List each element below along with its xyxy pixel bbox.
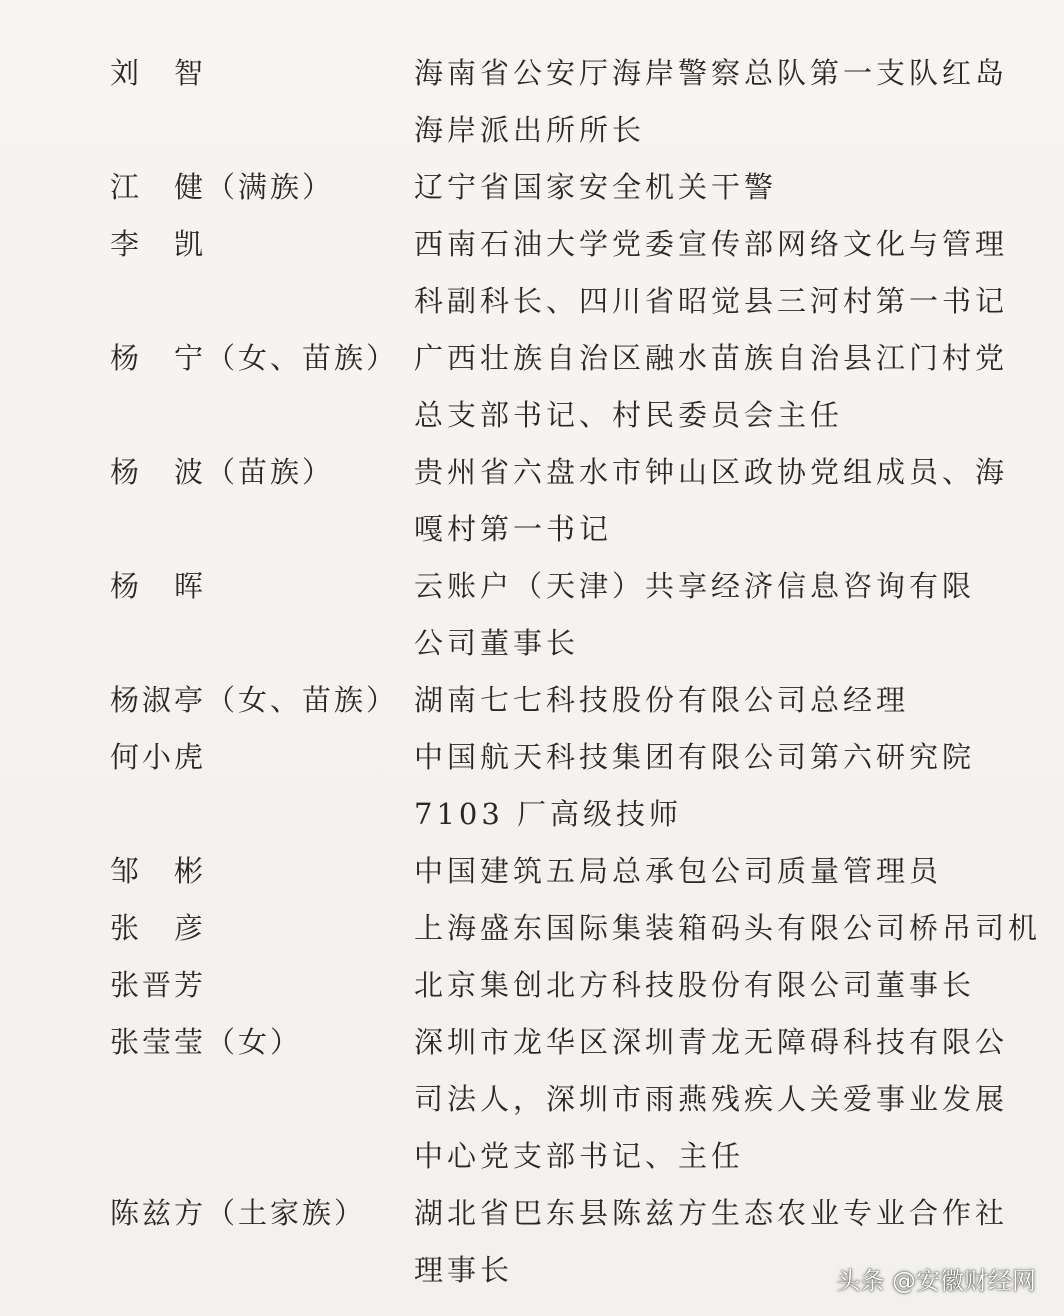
position-line: 公司董事长	[414, 626, 580, 660]
position-line: 上海盛东国际集装箱码头有限公司桥吊司机	[414, 911, 1042, 945]
person-position	[414, 843, 974, 900]
person-position	[414, 672, 974, 729]
person-position	[414, 957, 974, 1014]
person-name: 李 凯	[110, 227, 207, 261]
position-line: 深圳市龙华区深圳青龙无障碍科技有限公	[414, 1025, 1009, 1059]
person-position	[414, 444, 1009, 558]
person-name: 杨 波（苗族）	[110, 455, 335, 489]
position-line: 湖南七七科技股份有限公司总经理	[414, 683, 910, 717]
position-line: 中国建筑五局总承包公司质量管理员	[414, 854, 943, 888]
person-position	[414, 1014, 1009, 1185]
person-position	[414, 216, 1009, 330]
person-position	[414, 729, 974, 843]
person-position	[414, 330, 1009, 444]
person-name: 张莹莹（女）	[110, 1025, 303, 1059]
position-line: 西南石油大学党委宣传部网络文化与管理	[414, 227, 1009, 261]
position-line: 中国航天科技集团有限公司第六研究院	[414, 740, 976, 774]
position-line: 云账户（天津）共享经济信息咨询有限	[414, 569, 976, 603]
person-position	[414, 558, 974, 672]
person-name: 何小虎	[110, 740, 207, 774]
person-name: 邹 彬	[110, 854, 207, 888]
person-position	[414, 45, 1009, 159]
position-line: 总支部书记、村民委员会主任	[414, 398, 844, 432]
person-name: 张晋芳	[110, 968, 207, 1002]
position-line: 海岸派出所所长	[414, 113, 646, 147]
position-line: 海南省公安厅海岸警察总队第一支队红岛	[414, 56, 1009, 90]
person-position	[414, 159, 974, 216]
position-line: 7103 厂高级技师	[414, 797, 683, 831]
position-line: 广西壮族自治区融水苗族自治县江门村党	[414, 341, 1009, 375]
position-line: 中心党支部书记、主任	[414, 1139, 745, 1173]
watermark: 头条 @安徽财经网	[836, 1267, 1036, 1295]
position-line: 贵州省六盘水市钟山区政协党组成员、海	[414, 455, 1009, 489]
position-line: 嘎村第一书记	[414, 512, 613, 546]
position-line: 理事长	[414, 1253, 514, 1287]
person-name: 杨淑亭（女、苗族）	[110, 683, 399, 717]
position-line: 辽宁省国家安全机关干警	[414, 170, 778, 204]
person-name: 杨 宁（女、苗族）	[110, 341, 399, 375]
person-name: 张 彦	[110, 911, 207, 945]
person-position	[414, 900, 1042, 957]
position-line: 科副科长、四川省昭觉县三河村第一书记	[414, 284, 1009, 318]
person-name: 刘 智	[110, 56, 207, 90]
person-name: 江 健（满族）	[110, 170, 335, 204]
position-line: 湖北省巴东县陈兹方生态农业专业合作社	[414, 1196, 1009, 1230]
position-line: 司法人，深圳市雨燕残疾人关爱事业发展	[414, 1082, 1009, 1116]
person-name: 杨 晖	[110, 569, 207, 603]
person-name: 陈兹方（土家族）	[110, 1196, 367, 1230]
position-line: 北京集创北方科技股份有限公司董事长	[414, 968, 976, 1002]
